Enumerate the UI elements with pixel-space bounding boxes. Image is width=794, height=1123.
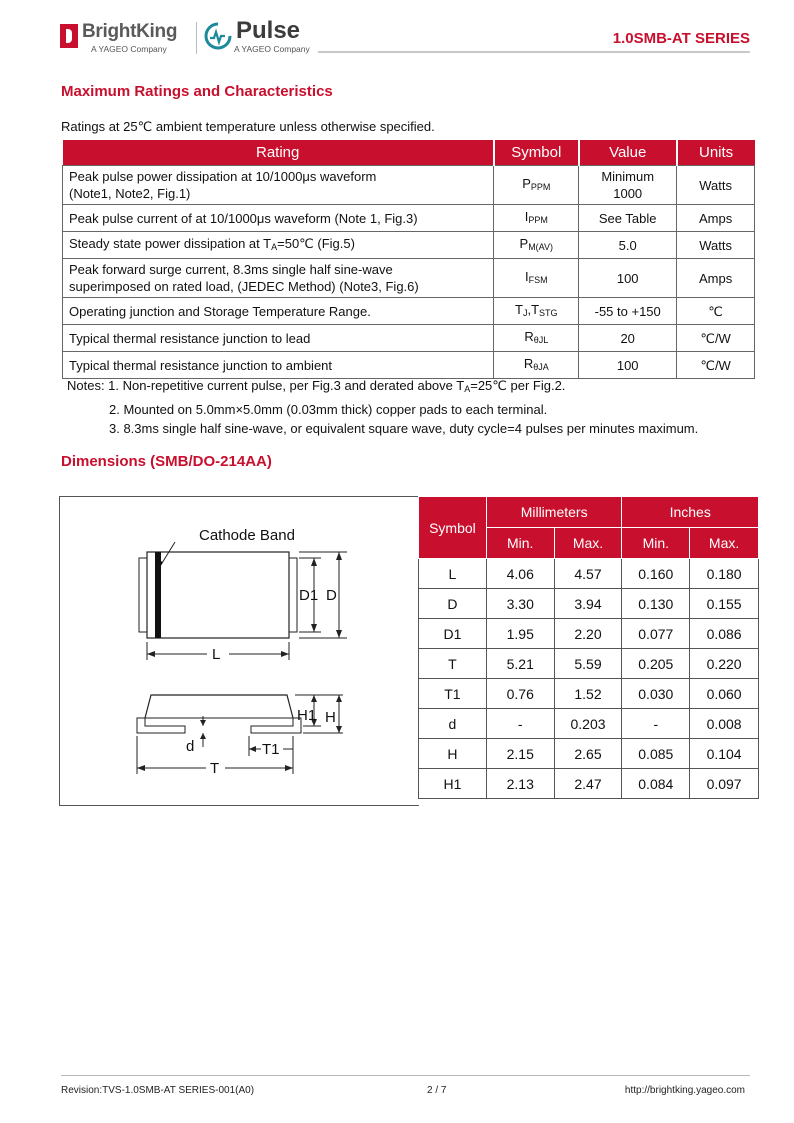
right-terminal <box>289 558 297 632</box>
brightking-name: BrightKing <box>82 21 178 42</box>
dim-symbol: T1 <box>419 679 487 709</box>
value-cell: Minimum 1000 <box>579 166 677 205</box>
dim-symbol: D1 <box>419 619 487 649</box>
rating-cell: Peak pulse power dissipation at 10/1000μs waveform (Note1, Note2, Fig.1) <box>63 166 494 205</box>
table-row <box>419 559 759 589</box>
mm-max: 2.47 <box>554 769 622 799</box>
mm-min: 1.95 <box>486 619 554 649</box>
pulse-name: Pulse <box>236 17 301 44</box>
in-min: 0.160 <box>622 559 690 589</box>
footer-divider <box>61 1075 750 1076</box>
dim-symbol: d <box>419 709 487 739</box>
label-T: T <box>210 760 220 777</box>
symbol-cell: $P_{PPM}$ <box>494 166 579 205</box>
right-lead <box>251 718 301 733</box>
symbol-cell: $P_{M(AV)}$ <box>494 232 579 259</box>
in-min: 0.084 <box>622 769 690 799</box>
symbol-cell: $T_J,T_{STG}$ <box>494 298 579 325</box>
col-header-symbol: Symbol <box>419 497 487 559</box>
footer-url-link[interactable]: http://brightking.yageo.com <box>624 1085 745 1096</box>
col-header-units: Units <box>677 140 755 166</box>
units-cell: Watts <box>677 166 755 205</box>
in-min: 0.030 <box>622 679 690 709</box>
label-D1: D1 <box>299 587 319 604</box>
units-cell: Amps <box>677 205 755 232</box>
table-row <box>63 298 755 325</box>
dimensions-panel <box>59 496 757 806</box>
dims-header-row-1 <box>419 497 759 528</box>
dim-symbol: L <box>419 559 487 589</box>
in-max: 0.104 <box>690 739 759 769</box>
mm-max: 0.203 <box>554 709 622 739</box>
mm-max: 2.65 <box>554 739 622 769</box>
label-H: H <box>325 709 336 726</box>
mm-min: 3.30 <box>486 589 554 619</box>
logo-divider <box>196 22 197 54</box>
in-max: 0.180 <box>690 559 759 589</box>
col-header-rating: Rating <box>63 140 494 166</box>
rating-cell: Peak pulse current of at 10/1000μs waveform (Note 1, Fig.3) <box>63 205 494 232</box>
package-body-side-view <box>145 695 293 718</box>
in-max: 0.086 <box>690 619 759 649</box>
col-header-in-max: Max. <box>690 528 759 559</box>
left-lead <box>137 718 185 733</box>
units-cell: ℃ <box>677 298 755 325</box>
col-header-in-min: Min. <box>622 528 690 559</box>
symbol-cell: $I_{PPM}$ <box>494 205 579 232</box>
dim-symbol: T <box>419 649 487 679</box>
note-2: 2. Mounted on 5.0mm×5.0mm (0.03mm thick) copper pads to each terminal. <box>109 401 548 417</box>
col-header-millimeters: Millimeters <box>486 497 622 528</box>
in-max: 0.155 <box>690 589 759 619</box>
mm-min: 2.13 <box>486 769 554 799</box>
table-row <box>419 649 759 679</box>
table-row <box>63 352 755 379</box>
cathode-label: Cathode Band <box>199 527 295 544</box>
note-3: 3. 8.3ms single half sine-wave, or equivalent square wave, duty cycle=4 pulses per minutes maximum. <box>109 421 699 436</box>
mm-max: 5.59 <box>554 649 622 679</box>
mm-max: 3.94 <box>554 589 622 619</box>
pulse-logo <box>204 17 324 56</box>
dim-symbol: H1 <box>419 769 487 799</box>
package-body-top-view <box>147 552 289 638</box>
note-1: Notes: 1. Non-repetitive current pulse, per Fig.3 and derated above $T_A=25℃$ per Fig.2. <box>67 378 566 394</box>
series-title: 1.0SMB-AT SERIES <box>612 30 750 47</box>
units-cell: ℃/W <box>677 352 755 379</box>
rating-cell: Typical thermal resistance junction to lead <box>63 325 494 352</box>
label-D: D <box>326 587 337 604</box>
brightking-logo <box>60 22 188 56</box>
col-header-mm-min: Min. <box>486 528 554 559</box>
mm-max: 1.52 <box>554 679 622 709</box>
ratings-table <box>62 140 755 379</box>
mm-min: 0.76 <box>486 679 554 709</box>
table-row <box>63 259 755 298</box>
label-T1: T1 <box>262 741 280 758</box>
label-d: d <box>186 738 195 755</box>
dimensions-table <box>418 496 759 799</box>
units-cell: ℃/W <box>677 325 755 352</box>
symbol-cell: $R_{\theta JA}$ <box>494 352 579 379</box>
in-max: 0.097 <box>690 769 759 799</box>
section-title-dimensions: Dimensions (SMB/DO-214AA) <box>61 453 272 470</box>
table-row <box>63 232 755 259</box>
symbol-cell: $R_{\theta JL}$ <box>494 325 579 352</box>
notes-block <box>67 376 698 439</box>
units-cell: Amps <box>677 259 755 298</box>
section-title-ratings: Maximum Ratings and Characteristics <box>61 83 333 100</box>
rating-cell: Typical thermal resistance junction to ambient <box>63 352 494 379</box>
table-row <box>63 205 755 232</box>
value-cell: See Table <box>579 205 677 232</box>
in-max: 0.008 <box>690 709 759 739</box>
pulse-mark-icon <box>204 22 232 50</box>
footer-page-number: 2 / 7 <box>427 1085 447 1096</box>
rating-cell: Steady state power dissipation at $T_A=50℃$ (Fig.5) <box>63 232 494 259</box>
table-row <box>419 769 759 799</box>
dim-symbol: H <box>419 739 487 769</box>
col-header-mm-max: Max. <box>554 528 622 559</box>
table-row <box>63 325 755 352</box>
table-row <box>419 739 759 769</box>
in-min: 0.077 <box>622 619 690 649</box>
dim-symbol: D <box>419 589 487 619</box>
col-header-symbol: Symbol <box>494 140 579 166</box>
mm-min: 4.06 <box>486 559 554 589</box>
mm-min: 2.15 <box>486 739 554 769</box>
label-L: L <box>212 646 221 663</box>
value-cell: -55 to +150 <box>579 298 677 325</box>
table-row <box>419 679 759 709</box>
col-header-value: Value <box>579 140 677 166</box>
value-cell: 5.0 <box>579 232 677 259</box>
value-cell: 20 <box>579 325 677 352</box>
value-cell: 100 <box>579 259 677 298</box>
ratings-note: Ratings at 25℃ ambient temperature unless otherwise specified. <box>61 119 435 134</box>
ratings-header-row <box>63 140 755 166</box>
in-min: - <box>622 709 690 739</box>
in-max: 0.220 <box>690 649 759 679</box>
in-min: 0.085 <box>622 739 690 769</box>
symbol-cell: $I_{FSM}$ <box>494 259 579 298</box>
table-row <box>419 589 759 619</box>
mm-max: 4.57 <box>554 559 622 589</box>
footer-revision: Revision:TVS-1.0SMB-AT SERIES-001(A0) <box>61 1085 255 1096</box>
table-row <box>63 166 755 205</box>
brightking-mark-icon <box>60 24 78 48</box>
col-header-inches: Inches <box>622 497 759 528</box>
mm-min: - <box>486 709 554 739</box>
label-H1: H1 <box>297 707 317 724</box>
in-max: 0.060 <box>690 679 759 709</box>
brightking-subtitle: A YAGEO Company <box>91 44 167 54</box>
in-min: 0.130 <box>622 589 690 619</box>
rating-cell: Peak forward surge current, 8.3ms single half sine-wave superimposed on rated load, (JEDEC Method) (Note3, Fig.6) <box>63 259 494 298</box>
mm-min: 5.21 <box>486 649 554 679</box>
in-min: 0.205 <box>622 649 690 679</box>
table-row <box>419 709 759 739</box>
value-cell: 100 <box>579 352 677 379</box>
rating-cell: Operating junction and Storage Temperature Range. <box>63 298 494 325</box>
mm-max: 2.20 <box>554 619 622 649</box>
units-cell: Watts <box>677 232 755 259</box>
package-drawing <box>59 496 419 806</box>
table-row <box>419 619 759 649</box>
header-divider <box>318 51 750 53</box>
left-terminal <box>139 558 147 632</box>
pulse-subtitle: A YAGEO Company <box>234 44 310 54</box>
